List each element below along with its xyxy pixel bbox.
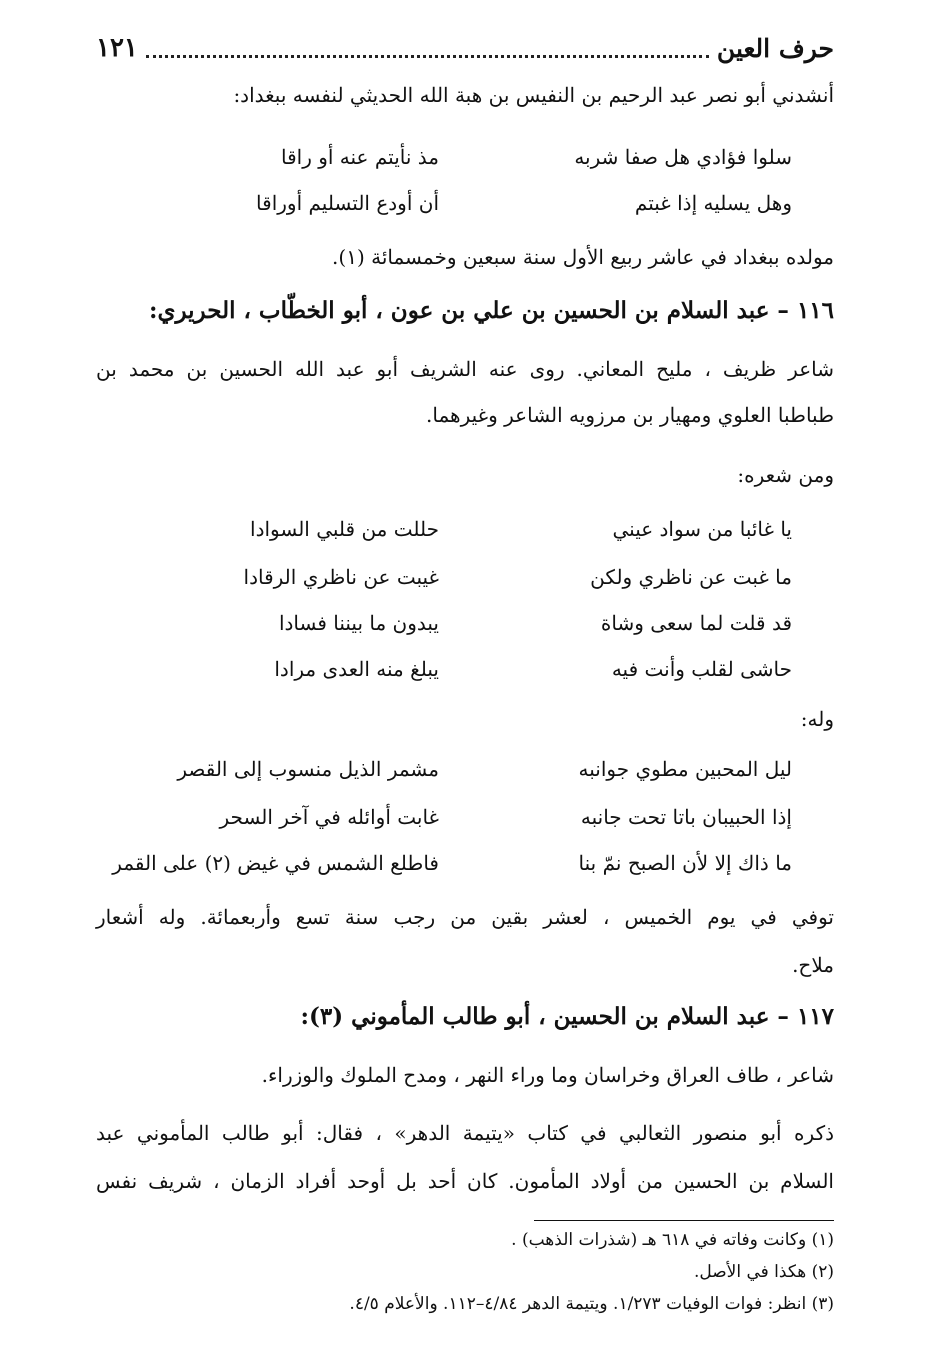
verse-first-hemistich: يا غائبا من سواد عيني (612, 517, 792, 541)
entry-117-mention-line-2: السلام بن الحسين من أولاد المأمون. كان أحد بل أوحد أفراد الزمان ، شريف نفس (96, 1169, 834, 1193)
poem2-verse-2 (96, 560, 834, 594)
verse-second-hemistich: غيبت عن ناظري الرقادا (243, 565, 439, 589)
dot-leader (146, 55, 709, 58)
footnote-3: (٣) انظر: فوات الوفيات ١/٢٧٣. ويتيمة الدهر ٤/٨٤–١١٢. والأعلام ٤/٥. (349, 1294, 834, 1314)
verse-second-hemistich: مشمر الذيل منسوب إلى القصر (177, 757, 439, 781)
verse-first-hemistich: ليل المحبين مطوي جوانبه (578, 757, 792, 781)
poem3-verse-3 (96, 846, 834, 880)
poem2-verse-3 (96, 606, 834, 640)
entry-117-heading: ١١٧ – عبد السلام بن الحسين ، أبو طالب المأموني (٣): (300, 1003, 834, 1030)
verse-second-hemistich: أن أودع التسليم أوراقا (256, 191, 439, 215)
verse-second-hemistich: يبدون ما بيننا فسادا (278, 611, 439, 635)
verse-first-hemistich: وهل يسليه إذا غبتم (634, 191, 792, 215)
verse-second-hemistich: مذ نأيتم عنه أو راقا (281, 145, 439, 169)
entry-117-bio: شاعر ، طاف العراق وخراسان وما وراء النهر ، ومدح الملوك والوزراء. (261, 1063, 834, 1087)
running-title: حرف العين (716, 33, 834, 63)
poem1-verse-2 (96, 186, 834, 220)
verse-first-hemistich: قد قلت لما سعى وشاة (600, 611, 792, 635)
verse-first-hemistich: إذا الحبيبان باتا تحت جانبه (580, 805, 792, 829)
entry-116-death-line-1: توفي في يوم الخميس ، لعشر بقين من رجب سنة تسع وأربعمائة. وله أشعار (96, 905, 834, 929)
entry-116-poem-intro: ومن شعره: (737, 463, 834, 487)
birth-line: مولده ببغداد في عاشر ربيع الأول سنة سبعين وخمسمائة (١). (332, 245, 834, 269)
entry-116-death-line-2: ملاح. (792, 953, 834, 977)
verse-second-hemistich: يبلغ منه العدى مرادا (274, 657, 439, 681)
footnote-rule (534, 1220, 834, 1221)
poem2-verse-1 (96, 512, 834, 546)
entry-117-mention-line-1: ذكره أبو منصور الثعالبي في كتاب «يتيمة الدهر» ، فقال: أبو طالب المأموني عبد (96, 1121, 834, 1145)
poem3-verse-2 (96, 800, 834, 834)
verse-first-hemistich: حاشى لقلب وأنت فيه (611, 657, 792, 681)
book-page (96, 22, 834, 1352)
verse-second-hemistich: غابت أوائله في آخر السحر (219, 805, 439, 829)
entry-116-poem2-intro: وله: (800, 707, 834, 731)
poem2-verse-4 (96, 652, 834, 686)
poem3-verse-1 (96, 752, 834, 786)
entry-116-bio-line-2: طباطبا العلوي ومهيار بن مرزويه الشاعر وغيرهما. (426, 403, 834, 427)
entry-116-bio-line-1: شاعر ظريف ، مليح المعاني. روى عنه الشريف أبو عبد الله الحسين بن محمد بن (96, 357, 834, 381)
poem1-verse-1 (96, 140, 834, 174)
page-number: ١٢١ (96, 33, 138, 63)
footnote-2: (٢) هكذا في الأصل. (693, 1262, 834, 1282)
verse-second-hemistich: حللت من قلبي السوادا (250, 517, 439, 541)
entry-116-heading: ١١٦ – عبد السلام بن الحسين بن علي بن عون ، أبو الخطّاب ، الحريري: (148, 297, 834, 324)
verse-second-hemistich: فاطلع الشمس في غيض (٢) على القمر (112, 851, 439, 875)
verse-first-hemistich: ما ذاك إلا لأن الصبح نمّ بنا (578, 851, 792, 875)
verse-first-hemistich: ما غبت عن ناظري ولكن (590, 565, 792, 589)
intro-line: أنشدني أبو نصر عبد الرحيم بن النفيس بن هبة الله الحديثي لنفسه ببغداد: (233, 83, 834, 107)
page-header (96, 28, 834, 68)
footnote-1: (١) وكانت وفاته في ٦١٨ هـ (شذرات الذهب) . (511, 1230, 834, 1250)
verse-first-hemistich: سلوا فؤادي هل صفا شربه (574, 145, 792, 169)
